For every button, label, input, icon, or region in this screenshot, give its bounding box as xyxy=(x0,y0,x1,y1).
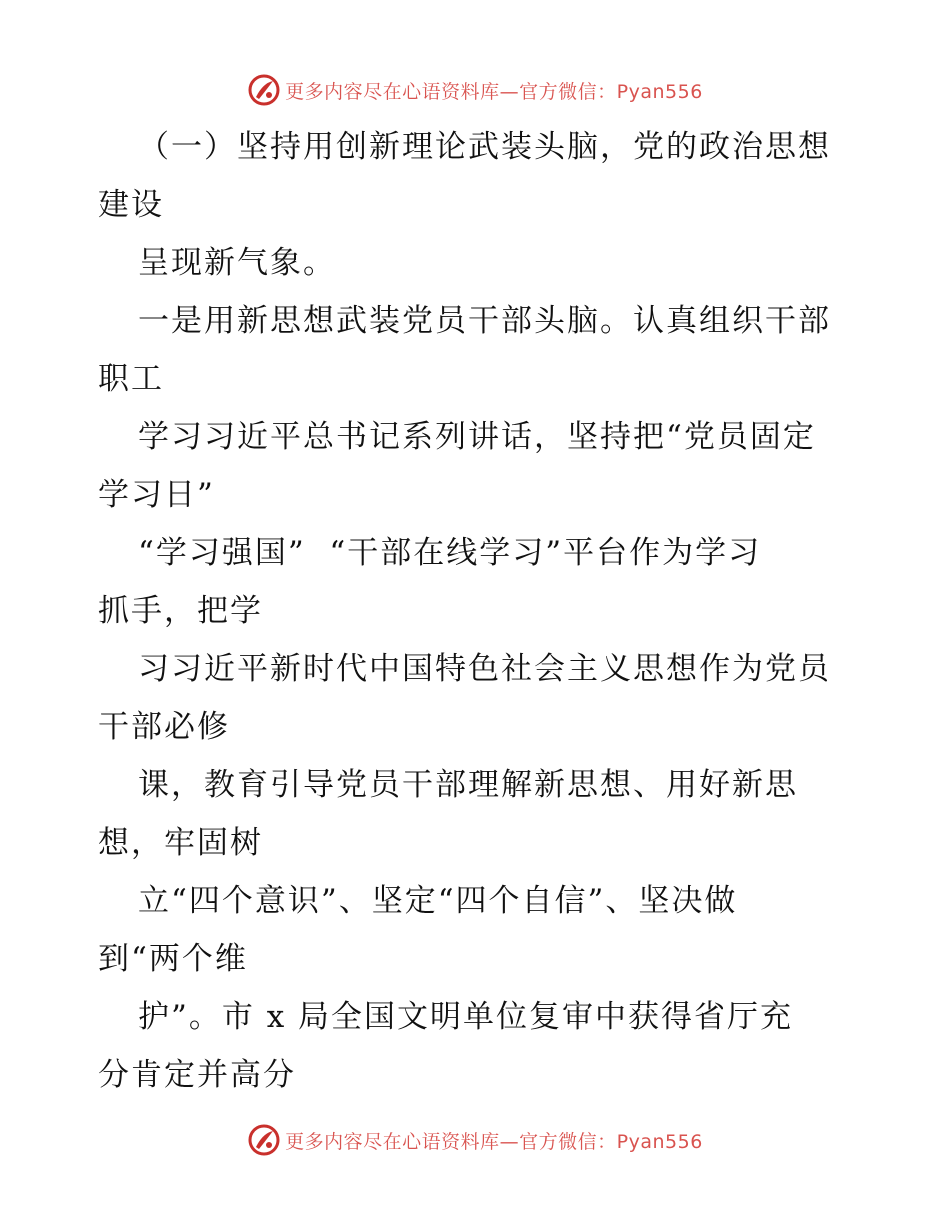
header-banner xyxy=(0,70,950,110)
body-line: 呈现新气象。 xyxy=(138,245,336,281)
document-body xyxy=(98,118,858,1104)
body-line: 立“四个意识”、坚定“四个自信”、坚决做 xyxy=(138,883,738,919)
body-line: 想，牢固树 xyxy=(98,825,263,861)
body-line: 一是用新思想武装党员干部头脑。认真组织干部 xyxy=(138,303,831,339)
body-line: “学习强国” “干部在线学习”平台作为学习 xyxy=(138,535,762,571)
body-line: 护”。市 x 局全国文明单位复审中获得省厅充 xyxy=(138,999,794,1035)
body-line: 学习日” xyxy=(98,477,215,513)
body-line: 到“两个维 xyxy=(98,941,248,977)
body-line: 学习习近平总书记系列讲话，坚持把“党员固定 xyxy=(138,419,816,455)
body-line: 职工 xyxy=(98,361,164,397)
body-line: 干部必修 xyxy=(98,709,230,745)
header-banner-text: 更多内容尽在心语资料库—官方微信：Pyan556 xyxy=(285,80,703,103)
footer-banner-text: 更多内容尽在心语资料库—官方微信：Pyan556 xyxy=(285,1130,703,1153)
body-line: 建设 xyxy=(98,187,164,223)
footer-banner xyxy=(0,1120,950,1160)
body-line: （一）坚持用创新理论武装头脑，党的政治思想 xyxy=(138,129,831,165)
brush-seal-icon xyxy=(247,73,281,107)
body-line: 课，教育引导党员干部理解新思想、用好新思 xyxy=(138,767,798,803)
body-line: 分肯定并高分 xyxy=(98,1057,296,1093)
brush-seal-icon xyxy=(247,1123,281,1157)
body-line: 抓手，把学 xyxy=(98,593,263,629)
body-line: 习习近平新时代中国特色社会主义思想作为党员 xyxy=(138,651,831,687)
